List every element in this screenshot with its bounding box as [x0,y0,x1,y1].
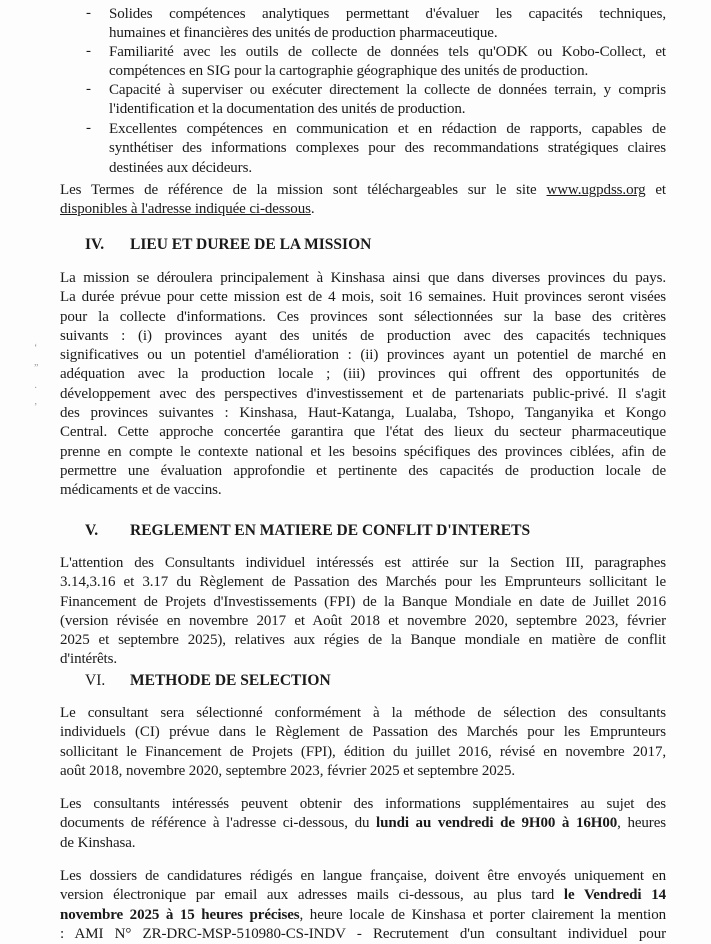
terms-of-reference-paragraph [60,181,666,220]
text-line [60,925,666,944]
text-run: significatives ou un potentiel d'amélioration : (ii) provinces ayant un potentiel de marché en [60,347,666,364]
bullet-dash: - [86,43,91,59]
text-line [60,327,666,346]
section-title: METHODE DE SELECTION [130,672,331,689]
text-run: l'identification et la documentation des unités de production. [109,101,466,118]
text-run: individuels (CI) prévue dans le Règlement de Passation des Marchés pour les Emprunteurs [60,724,666,741]
text-run: Les Termes de référence de la mission sont téléchargeables sur le site [60,182,547,198]
conflict-of-interest-paragraph [60,554,666,670]
section-number: IV. [85,236,105,253]
text-line [60,385,666,404]
text-run: version électronique par email aux adresses mails ci-dessous, au plus tard [60,887,564,904]
text-line [60,795,666,814]
text-line [60,612,666,631]
text-run: compétences en SIG pour la cartographie géographique des unités de production. [109,63,589,80]
scan-artifact: ’ [34,402,38,413]
text-run: pour la collecte d'informations. Ces provinces sont sélectionnées sur la base des critères [60,308,666,325]
section-title: REGLEMENT EN MATIERE DE CONFLIT D'INTERETS [130,522,531,539]
text-run: Les dossiers de candidatures rédigés en langue française, doivent être envoyés uniquement en [60,868,666,884]
scan-artifact: ” [34,363,39,374]
text-run: Central. Cette approche concertée garantira que l'état des lieux du secteur pharmaceutique [60,424,666,441]
section-number: V. [85,522,99,539]
text-line [60,346,666,365]
text-line [60,631,666,650]
text-run: permettre une évaluation approfondie et pertinente des capacités de production locale de [60,462,666,479]
text-line [60,743,666,762]
text-run: 3.14,3.16 et 3.17 du Règlement de Passation des Marchés pour les Emprunteurs sollicitant le [60,574,666,591]
text-line [60,867,666,886]
text-run: destinées aux décideurs. [109,159,252,176]
text-run: médicaments et de vaccins. [60,482,222,499]
text-line [109,43,666,62]
text-run: documents de référence à l'adresse ci-dessous, du [60,815,377,832]
text-run: adéquation avec la production locale ; (iii) provinces qui offrent des opportunités de [60,366,666,383]
text-run: : AMI N° ZR-DRC-MSP-510980-CS-INDV - Recrutement d'un consultant individuel pour [60,925,666,942]
text-line [60,181,666,200]
selection-method-paragraph [60,704,666,781]
text-line [60,762,666,781]
text-run: août 2018, novembre 2020, septembre 2023, février 2025 et septembre 2025. [60,762,516,779]
mission-location-paragraph [60,269,666,501]
scan-artifact: · [34,383,38,394]
text-line [60,308,666,327]
text-run: de Kinshasa. [60,834,136,851]
text-run: Les consultants intéressés peuvent obtenir des informations supplémentaires au sujet des [60,796,666,812]
bold-text: lundi au vendredi de 9H00 à 16H00 [376,815,618,832]
text-run: des provinces suivantes : Kinshasa, Haut-Katanga, Lualaba, Tshopo, Tanganyika et Kongo [60,405,666,422]
text-line [60,886,666,905]
text-line [109,24,666,43]
text-line [60,443,666,462]
submission-paragraph [60,867,666,944]
text-run: , heure locale de Kinshasa et porter clairement la mention [299,906,667,923]
bullet-item [86,120,666,178]
text-run: La durée prévue pour cette mission est de 4 mois, soit 16 semaines. Huit provinces seront visées [60,289,666,306]
text-line [60,593,666,612]
bullet-item [86,43,666,82]
scan-artifact: ‘ [34,343,38,354]
text-line [109,81,666,100]
text-run: et [645,182,666,198]
text-line [60,462,666,481]
text-run: 2025 et septembre 2025), relatives aux régies de la Banque mondiale en matière de conflit [60,632,666,649]
bullet-dash: - [86,81,91,97]
text-run: humaines et financières des unités de production pharmaceutique. [109,25,498,42]
section-title: LIEU ET DUREE DE LA MISSION [130,236,372,253]
text-line [60,834,666,853]
text-run: Solides compétences analytiques permettant d'évaluer les capacités techniques, [109,6,666,22]
text-run: développement avec des perspectives d'investissement et de partenariats public-privé. Il s'agit [60,385,666,402]
text-line [60,814,666,833]
text-line [60,404,666,423]
text-run: La mission se déroulera principalement à Kinshasa ainsi que dans diverses provinces du pays. [60,270,666,286]
bullet-item [86,5,666,44]
text-run: Capacité à superviser ou exécuter directement la collecte de données terrain, y compris [109,82,666,98]
text-run: synthétiser des informations complexes pour des recommandations stratégiques claires [109,140,666,157]
bold-text: le Vendredi 14 [563,887,666,904]
text-line [60,481,666,500]
text-run: Familiarité avec les outils de collecte de données tels qu'ODK ou Kobo-Collect, et [109,44,666,60]
text-line [60,288,666,307]
text-run: . [310,201,315,218]
text-line [109,120,666,139]
text-line [60,554,666,573]
text-line [60,423,666,442]
information-paragraph [60,795,666,853]
text-run: L'attention des Consultants individuel intéressés est attirée sur la Section III, paragraphes [60,555,666,571]
text-line [60,365,666,384]
bold-text: novembre 2025 à 15 heures précises [60,906,300,923]
text-run: Financement de Projets d'Investissements (FPI) de la Banque Mondiale en date de Juillet 2016 [60,593,666,610]
text-run: suivants : (i) provinces ayant des unités de production avec des capacités techniques [60,327,666,344]
link-text: disponibles à l'adresse indiquée ci-dessous [60,201,311,218]
text-run: Excellentes compétences en communication et en rédaction de rapports, capables de [109,121,666,137]
text-line [60,573,666,592]
text-run: d'intérêts. [60,651,118,668]
text-line [60,906,666,925]
text-run: (version révisée en novembre 2017 et Août 2018 et novembre 2020, septembre 2023, février [60,612,666,629]
section-number: VI. [85,672,106,689]
text-run: sollicitant le Financement de Projets (FPI), édition du juillet 2016, révisé en novembre 2017, [60,743,666,760]
text-line [60,723,666,742]
link-text: www.ugpdss.org [546,182,646,198]
text-line [109,5,666,24]
text-run: Le consultant sera sélectionné conformément à la méthode de sélection des consultants [60,705,666,721]
bullet-dash: - [86,5,91,21]
text-line [109,159,666,178]
text-line [60,650,666,669]
text-line [60,269,666,288]
bullet-dash: - [86,120,91,136]
text-line [60,200,666,219]
text-run: , heures [617,815,666,832]
text-line [60,704,666,723]
text-line [109,62,666,81]
text-line [109,100,666,119]
bullet-item [86,81,666,120]
text-run: prenne en compte le contexte national et les besoins spécifiques des provinces ciblées, afin de [60,443,666,460]
text-line [109,139,666,158]
